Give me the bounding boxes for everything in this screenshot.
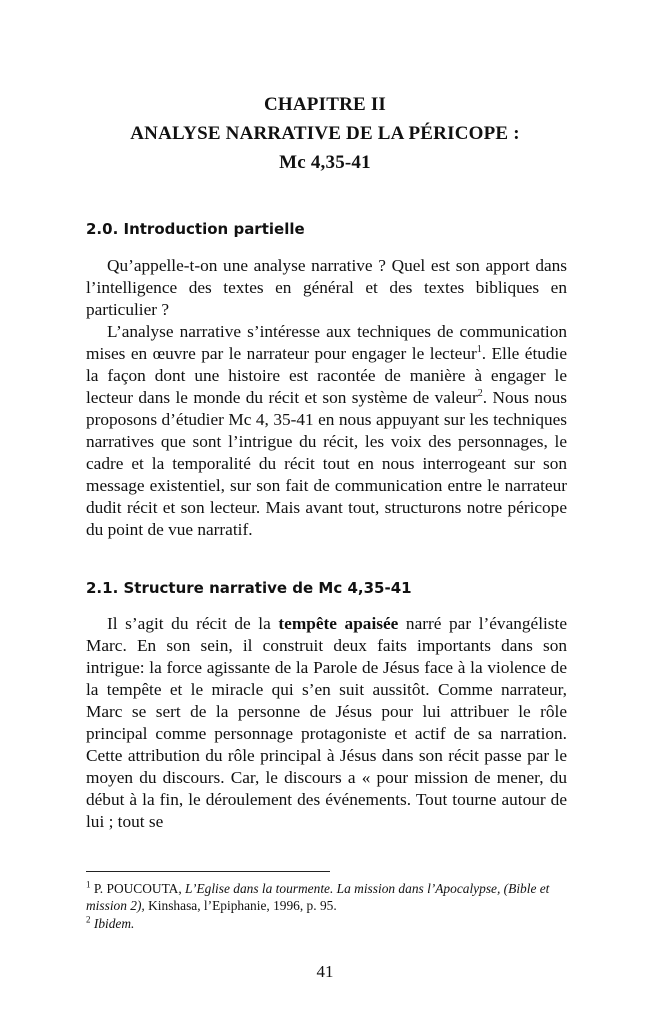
footnote-2: [86, 915, 567, 932]
footnote-separator: [86, 871, 330, 872]
intro-paragraph-2-text-c: . Nous nous proposons d’étudier Mc 4, 35-41 en nous appuyant sur les techniques narratives que sont l’intrigue du récit, les voix des personnages, le cadre et la temporalité du récit tout en nous interrogeant sur son message existentiel, sur son fait de communication entre le narrateur dudit récit et son lecteur. Mais avant tout, structurons notre péricope du point de vue narratif.: [86, 388, 567, 539]
structure-paragraph-text-a: Il s’agit du récit de la: [107, 614, 279, 633]
section-heading-structure: 2.1. Structure narrative de Mc 4,35-41: [86, 579, 412, 597]
footnote-1-text-a: P. POUCOUTA,: [90, 881, 186, 896]
intro-paragraph-2: [86, 321, 567, 541]
footnote-1-text-b: Kinshasa, l’Epiphanie, 1996, p. 95.: [144, 898, 337, 913]
page-number: 41: [316, 962, 334, 981]
chapter-number: CHAPITRE II: [263, 94, 387, 115]
chapter-reference: Mc 4,35-41: [279, 152, 371, 173]
intro-paragraph-2-text-b: . Elle étudie la façon dont une histoire est racontée de manière à engager le lecteur dans le monde du récit et son système de valeur: [86, 344, 568, 407]
intro-paragraph-1-text: Qu’appelle-t-on une analyse narrative ? Quel est son apport dans l’intelligence des textes en général et des textes bibliques en particulier ?: [86, 256, 567, 319]
structure-paragraph: [86, 613, 567, 833]
intro-paragraph-2-text-a: L’analyse narrative s’intéresse aux techniques de communication mises en œuvre par le narrateur pour engager le lecteur: [86, 322, 567, 363]
footnote-2-text: Ibidem.: [93, 916, 135, 931]
footnote-ref-2: 2: [477, 388, 483, 400]
section-heading-intro: 2.0. Introduction partielle: [86, 220, 305, 238]
footnote-1: [86, 880, 567, 914]
footnote-2-mark: 2: [86, 914, 91, 925]
footnote-1-title: L’Eglise dans la tourmente. La mission dans l’Apocalypse, (Bible et mission 2),: [86, 881, 550, 913]
footnote-ref-1: 1: [476, 344, 482, 356]
structure-paragraph-text-b: narré par l’évangéliste Marc. En son sein, il construit deux faits importants dans son intrigue: la force agissante de la Parole de Jésus face à la violence de la tempête et le miracle qui s’en suit aussitôt. Comme narrateur, Marc se sert de la personne de Jésus pour lui attribuer le rôle principal comme personnage protagoniste et actif de sa narration. Cette attribution du rôle principal à Jésus dans son récit passe par le moyen du discours. Car, le discours a « pour mission de mener, du début à la fin, le déroulement des événements. Tout tourne autour de lui ; tout se: [86, 614, 567, 831]
chapter-title: ANALYSE NARRATIVE DE LA PÉRICOPE :: [130, 123, 520, 144]
intro-paragraph-1: [86, 255, 567, 321]
structure-paragraph-emphasis: tempête apaisée: [278, 614, 399, 633]
footnote-1-mark: 1: [86, 879, 91, 890]
